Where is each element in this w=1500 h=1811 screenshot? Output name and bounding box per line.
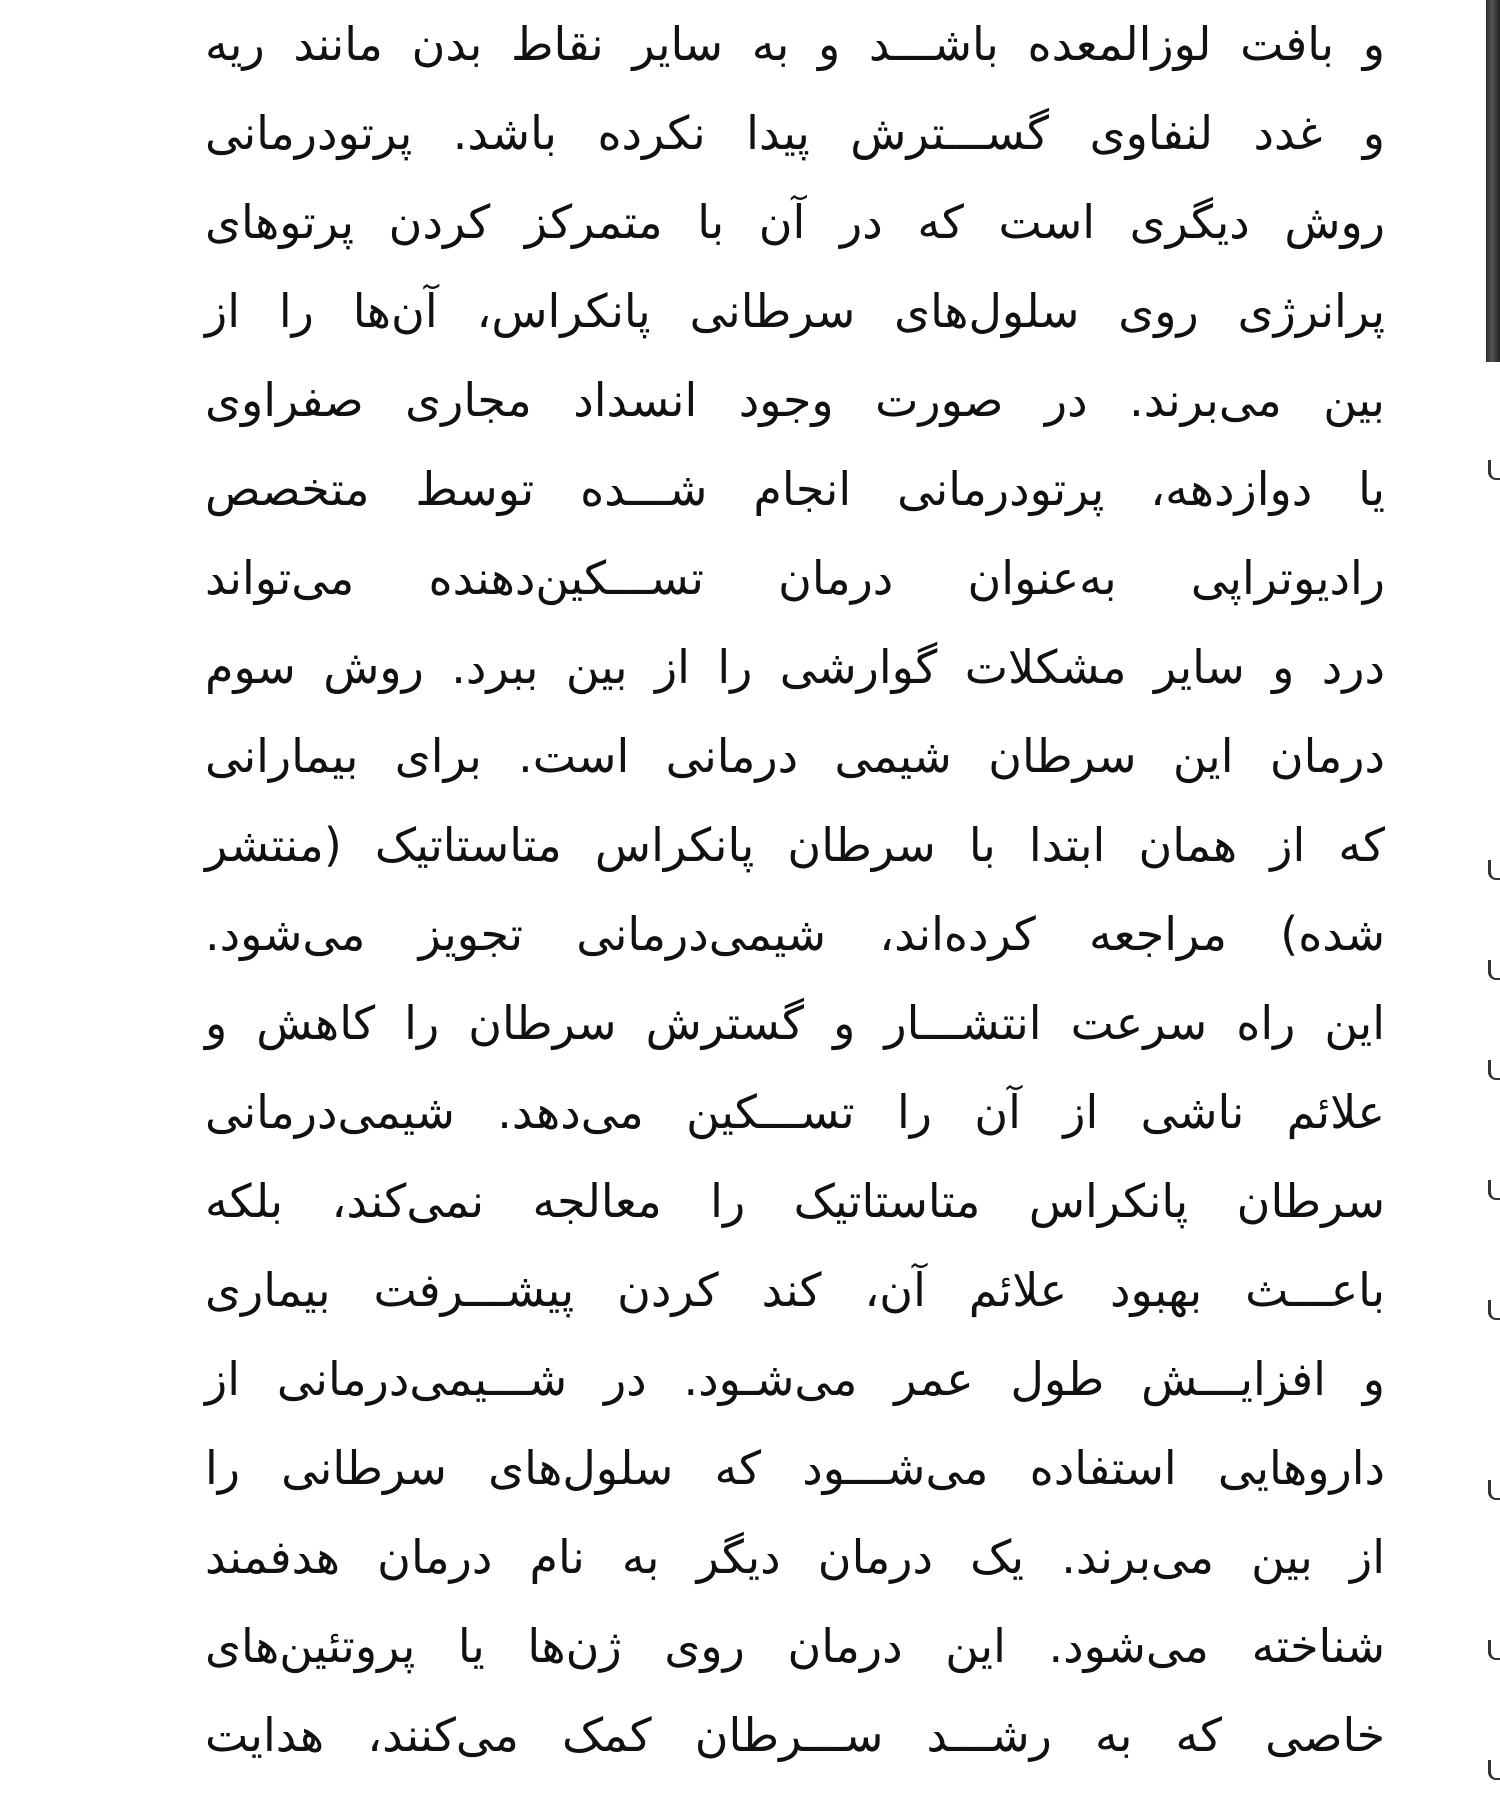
article-line: و غدد لنفاوی گســـترش پیدا نکرده باشد. پرتودرمانی: [205, 106, 1385, 160]
adjacent-glyph-fragment: [1488, 1060, 1500, 1080]
adjacent-glyph-fragment: [1488, 1640, 1500, 1660]
article-line: و بافت لوزالمعده باشـــد و به سایر نقاط بدن مانند ریه: [205, 17, 1385, 71]
adjacent-glyph-fragment: [1488, 1760, 1500, 1780]
adjacent-glyph-fragment: [1488, 1180, 1500, 1200]
article-line: سرطان پانکراس متاستاتیک را معالجه نمی‌کند، بلکه: [205, 1174, 1385, 1228]
adjacent-column-edge: [1486, 420, 1500, 1811]
article-column: [205, 0, 1385, 1780]
adjacent-glyph-fragment: [1488, 860, 1500, 880]
adjacent-photo-edge: [1486, 0, 1500, 362]
article-line: و افزایـــش طول عمر می‌شـود. در شـــیمی‌درمانی از: [205, 1352, 1385, 1406]
article-line: از بین می‌برند. یک درمان دیگر به نام درمان هدفمند: [205, 1530, 1385, 1584]
article-line: باعـــث بهبود علائم آن، کند کردن پیشـــرفت بیماری: [205, 1263, 1385, 1317]
article-line: شناخته می‌شود. این درمان روی ژن‌ها یا پروتئین‌های: [205, 1619, 1385, 1673]
article-line: روش دیگری است که در آن با متمرکز کردن پرتوهای: [205, 195, 1385, 249]
adjacent-glyph-fragment: [1488, 1300, 1500, 1320]
adjacent-glyph-fragment: [1488, 960, 1500, 980]
article-line: بین می‌برند. در صورت وجود انسداد مجاری صفراوی: [205, 373, 1385, 427]
article-line: درمان این سرطان شیمی درمانی است. برای بیمارانی: [205, 729, 1385, 783]
article-line: پرانرژی روی سلول‌های سرطانی پانکراس، آن‌ها را از: [205, 284, 1385, 338]
article-line: این راه سرعت انتشـــار و گسترش سرطان را کاهش و: [205, 996, 1385, 1050]
article-line: یا دوازدهه، پرتودرمانی انجام شـــده توسط متخصص: [205, 462, 1385, 516]
adjacent-glyph-fragment: [1488, 460, 1500, 480]
adjacent-glyph-fragment: [1488, 1480, 1500, 1500]
article-line: رادیوتراپی به‌عنوان درمان تســـکین‌دهنده می‌تواند: [205, 551, 1385, 605]
article-line: خاصی که به رشـــد ســـرطان کمک می‌کنند، هدایت: [205, 1708, 1385, 1762]
article-line: شده) مراجعه کرده‌اند، شیمی‌درمانی تجویز می‌شود.: [205, 907, 1385, 961]
article-line: علائم ناشی از آن را تســـکین می‌دهد. شیمی‌درمانی: [205, 1085, 1385, 1139]
article-line: داروهایی استفاده می‌شـــود که سلول‌های سرطانی را: [205, 1441, 1385, 1495]
article-line: که از همان ابتدا با سرطان پانکراس متاستاتیک (منتشر: [205, 818, 1385, 872]
article-line: درد و سایر مشکلات گوارشی را از بین ببرد. روش سوم: [205, 640, 1385, 694]
